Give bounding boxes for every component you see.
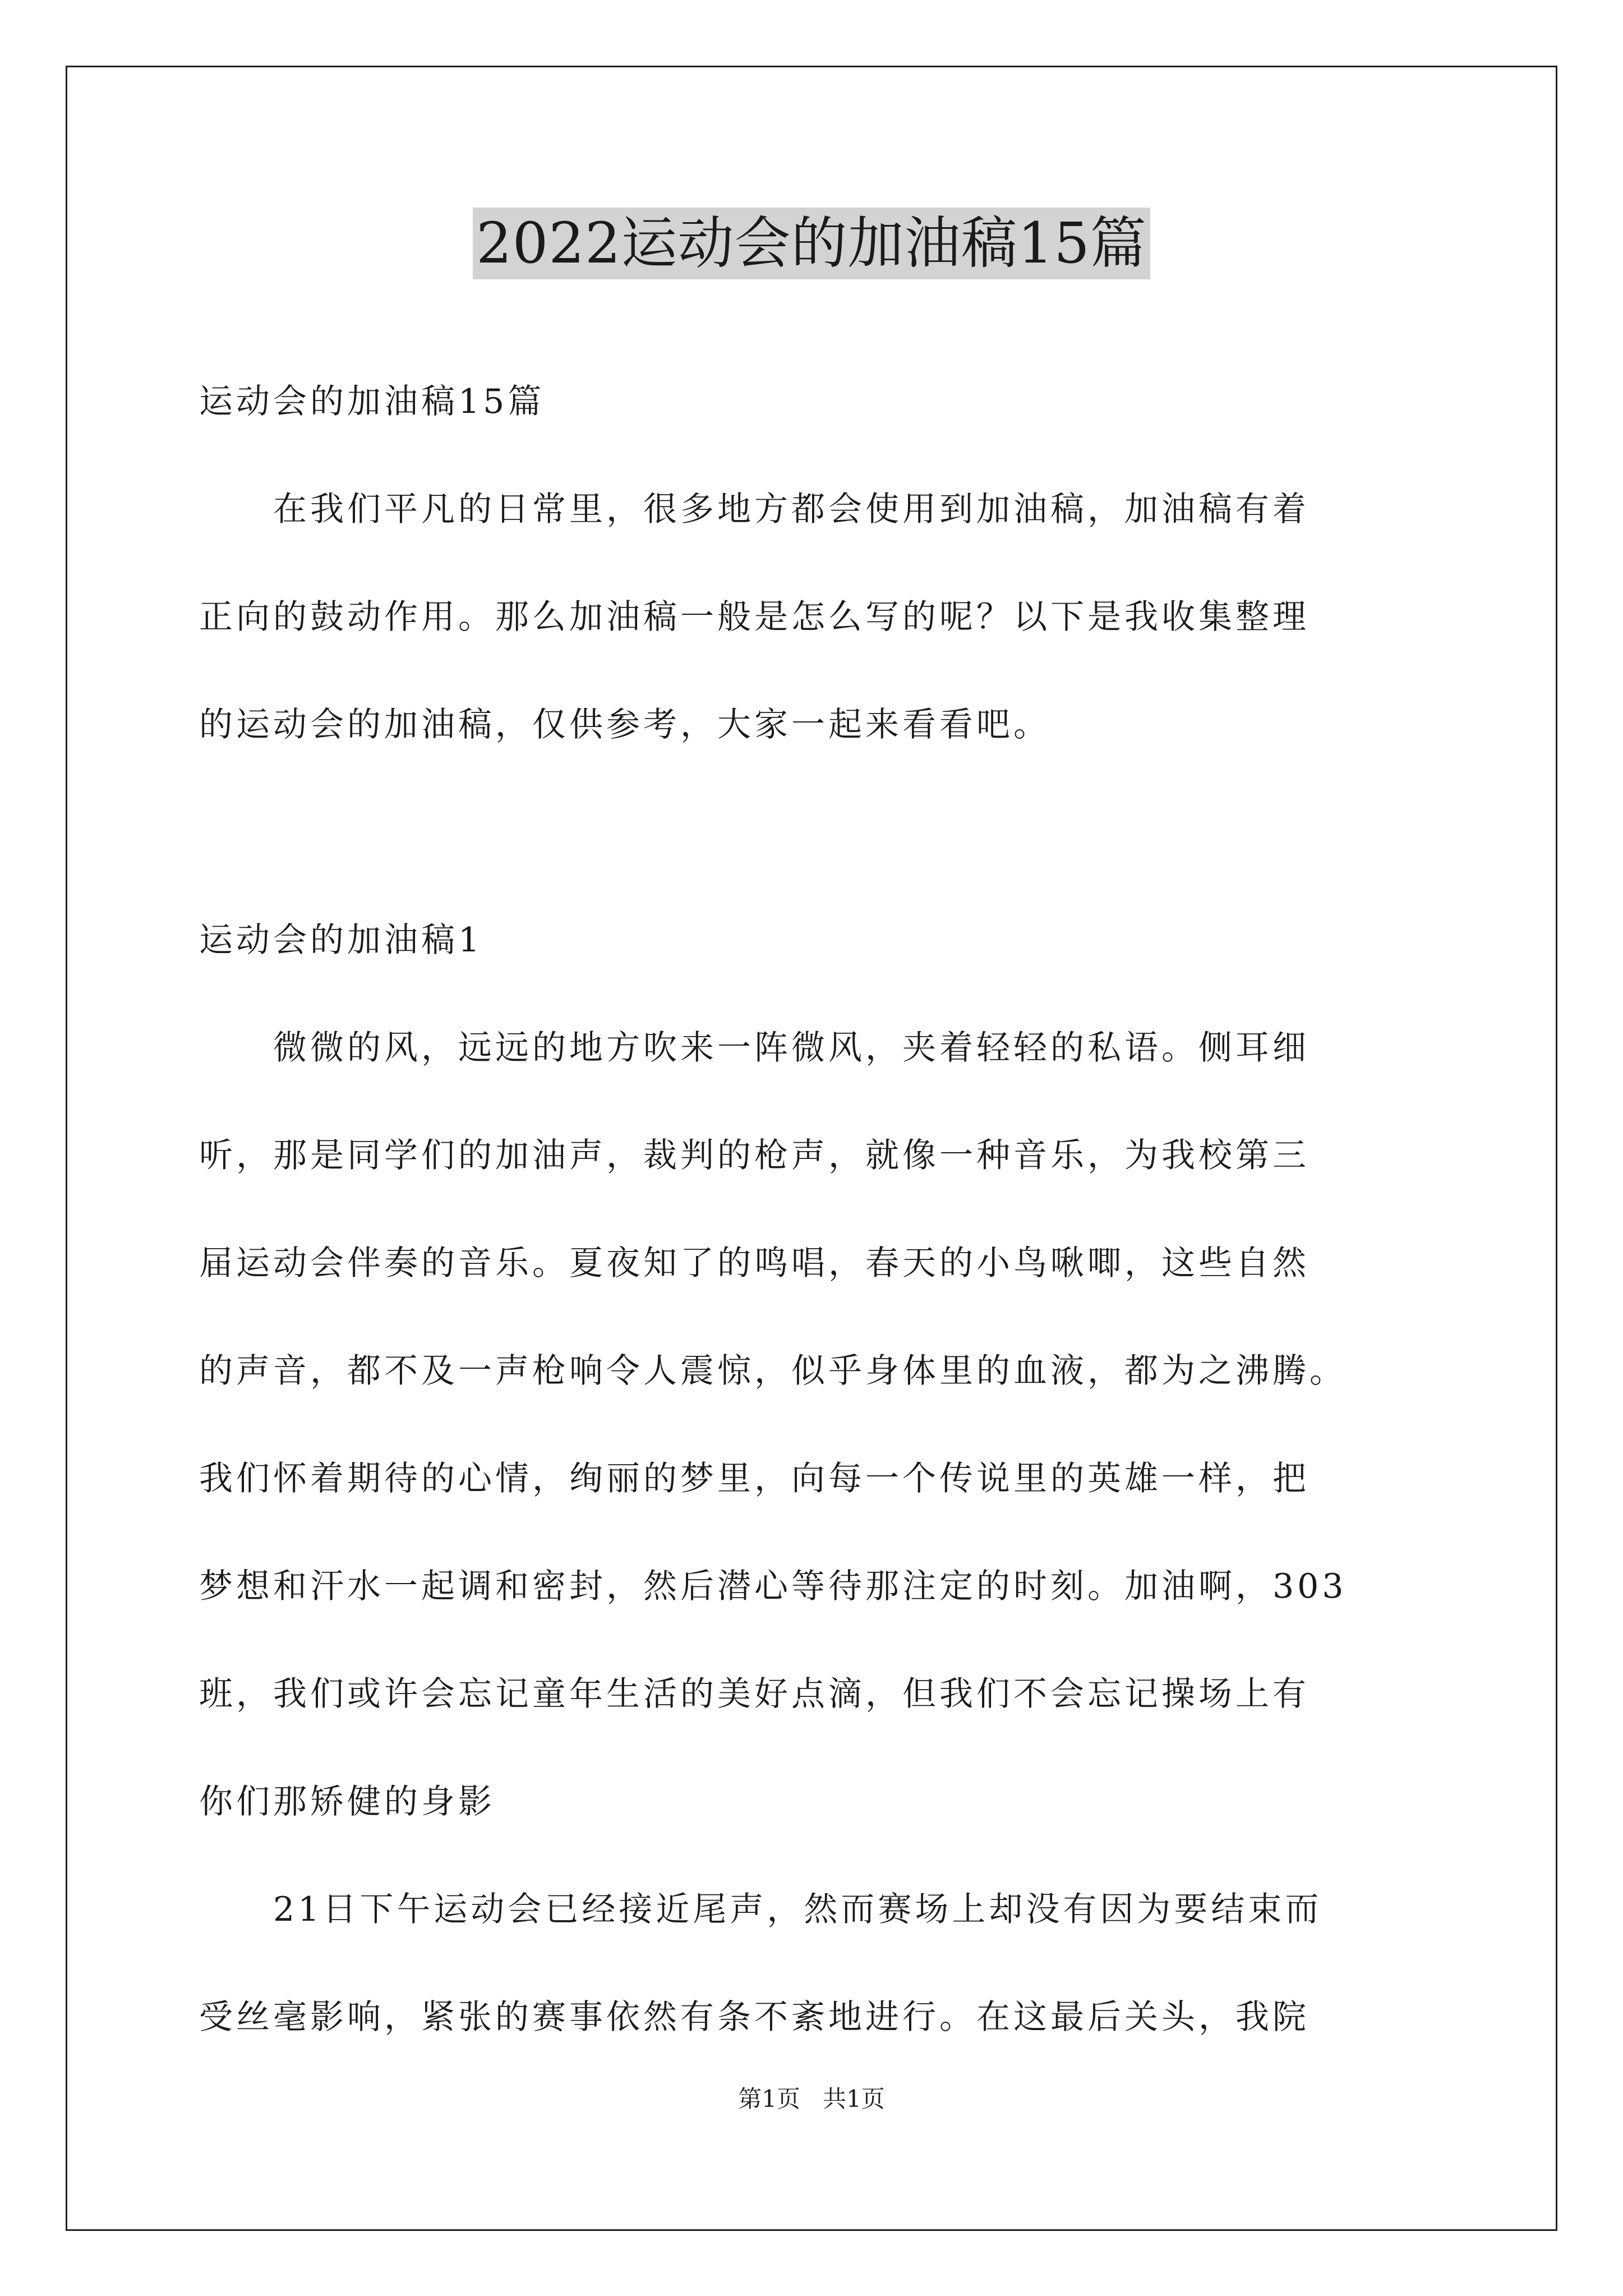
title-container (0, 208, 1623, 279)
blank-line (199, 779, 1438, 886)
page-footer: 第1页 共1页 (738, 2085, 885, 2113)
paragraph-line: 21日下午运动会已经接近尾声，然而赛场上却没有因为要结束而 (273, 1890, 1322, 1929)
intro-line: 正向的鼓动作用。那么加油稿一般是怎么写的呢？以下是我收集整理 (199, 597, 1310, 637)
document-title: 2022运动会的加油稿15篇 (473, 208, 1150, 279)
paragraph-line: 我们怀着期待的心情，绚丽的梦里，向每一个传说里的英雄一样，把 (199, 1459, 1310, 1498)
document-body (199, 348, 1438, 2071)
paragraph-line: 微微的风，远远的地方吹来一阵微风，夹着轻轻的私语。侧耳细 (273, 1028, 1310, 1068)
intro-line: 的运动会的加油稿，仅供参考，大家一起来看看吧。 (199, 705, 1050, 744)
paragraph-line: 届运动会伴奏的音乐。夏夜知了的鸣唱，春天的小鸟啾唧，这些自然 (199, 1244, 1310, 1283)
paragraph-line: 你们那矫健的身影 (199, 1782, 495, 1821)
subtitle: 运动会的加油稿15篇 (199, 382, 545, 421)
paragraph-line: 梦想和汗水一起调和密封，然后潜心等待那注定的时刻。加油啊，303 (199, 1567, 1347, 1606)
paragraph-line: 受丝毫影响，紧张的赛事依然有条不紊地进行。在这最后关头，我院 (199, 1998, 1310, 2037)
paragraph-line: 班，我们或许会忘记童年生活的美好点滴，但我们不会忘记操场上有 (199, 1674, 1310, 1714)
paragraph-line: 听，那是同学们的加油声，裁判的枪声，就像一种音乐，为我校第三 (199, 1136, 1310, 1175)
intro-line: 在我们平凡的日常里，很多地方都会使用到加油稿，加油稿有着 (273, 490, 1310, 529)
section-heading: 运动会的加油稿1 (199, 921, 483, 960)
paragraph-line: 的声音，都不及一声枪响令人震惊，似乎身体里的血液，都为之沸腾。 (199, 1351, 1347, 1391)
